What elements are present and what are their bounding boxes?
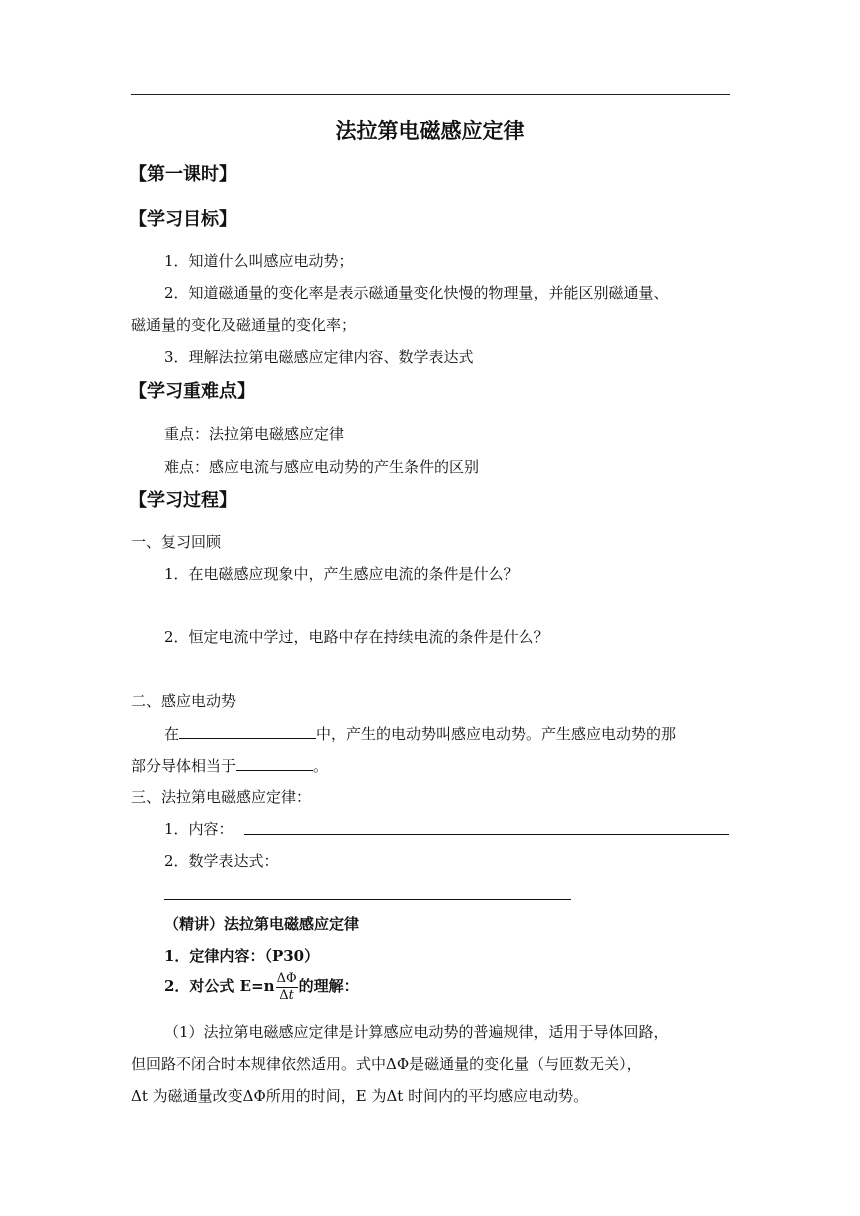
goal-2-line1: 2．知道磁通量的变化率是表示磁通量变化快慢的物理量，并能区别磁通量、 — [164, 284, 669, 302]
emf-line-2-suffix: 。 — [313, 757, 329, 775]
law-expression-label: 2．数学表达式： — [164, 852, 279, 870]
review-heading: 一、复习回顾 — [131, 533, 222, 551]
goal-1: 1．知道什么叫感应电动势； — [164, 252, 354, 270]
heading-process: 【学习过程】 — [129, 490, 237, 511]
explanation-line-3: Δt 为磁通量改变ΔΦ所用的时间，E 为Δt 时间内的平均感应电动势。 — [131, 1087, 589, 1105]
explanation-line-2: 但回路不闭合时本规律依然适用。式中ΔΦ是磁通量的变化量（与匝数无关）， — [131, 1055, 642, 1073]
flux-rate-fraction — [276, 971, 298, 1004]
lecture-item-2 — [164, 968, 359, 1004]
fraction-numerator: ΔΦ — [276, 970, 297, 986]
fill-line-content[interactable] — [244, 834, 729, 835]
review-question-1: 1．在电磁感应现象中，产生感应电流的条件是什么？ — [164, 565, 519, 583]
header-rule — [131, 94, 730, 95]
lecture-item-1: 1．定律内容：（P30） — [164, 947, 320, 965]
emf-line-1-suffix: 中，产生的电动势叫感应电动势。产生感应电动势的那 — [316, 725, 677, 743]
heading-goals: 【学习目标】 — [129, 209, 237, 230]
law-content-label: 1．内容： — [164, 820, 234, 838]
heading-keypoints: 【学习重难点】 — [129, 381, 255, 402]
review-question-2: 2．恒定电流中学过，电路中存在持续电流的条件是什么？ — [164, 628, 549, 646]
page-title: 法拉第电磁感应定律 — [335, 118, 525, 143]
difficult-point: 难点：感应电流与感应电动势的产生条件的区别 — [164, 458, 480, 476]
law-heading: 三、法拉第电磁感应定律： — [131, 788, 312, 806]
key-point: 重点：法拉第电磁感应定律 — [164, 425, 345, 443]
fill-blank-1[interactable] — [179, 722, 316, 739]
lecture-item-2-prefix: 2．对公式 E=n — [164, 977, 275, 995]
heading-lesson: 【第一课时】 — [129, 164, 237, 185]
explanation-line-1: （1）法拉第电磁感应定律是计算感应电动势的普遍规律，适用于导体回路， — [164, 1023, 669, 1041]
emf-line-2-prefix: 部分导体相当于 — [131, 757, 237, 775]
lecture-heading: （精讲）法拉第电磁感应定律 — [164, 915, 360, 933]
emf-line-1-prefix: 在 — [164, 725, 180, 743]
emf-heading: 二、感应电动势 — [131, 692, 237, 710]
goal-2-line2: 磁通量的变化及磁通量的变化率； — [131, 316, 357, 334]
fill-blank-2[interactable] — [236, 754, 313, 771]
fraction-denominator: Δt — [279, 987, 294, 1003]
emf-line-2 — [131, 754, 328, 776]
lecture-item-2-suffix: 的理解： — [298, 977, 359, 995]
emf-line-1 — [164, 722, 676, 744]
goal-3: 3．理解法拉第电磁感应定律内容、数学表达式 — [164, 348, 474, 366]
fill-line-expression[interactable] — [164, 899, 571, 900]
